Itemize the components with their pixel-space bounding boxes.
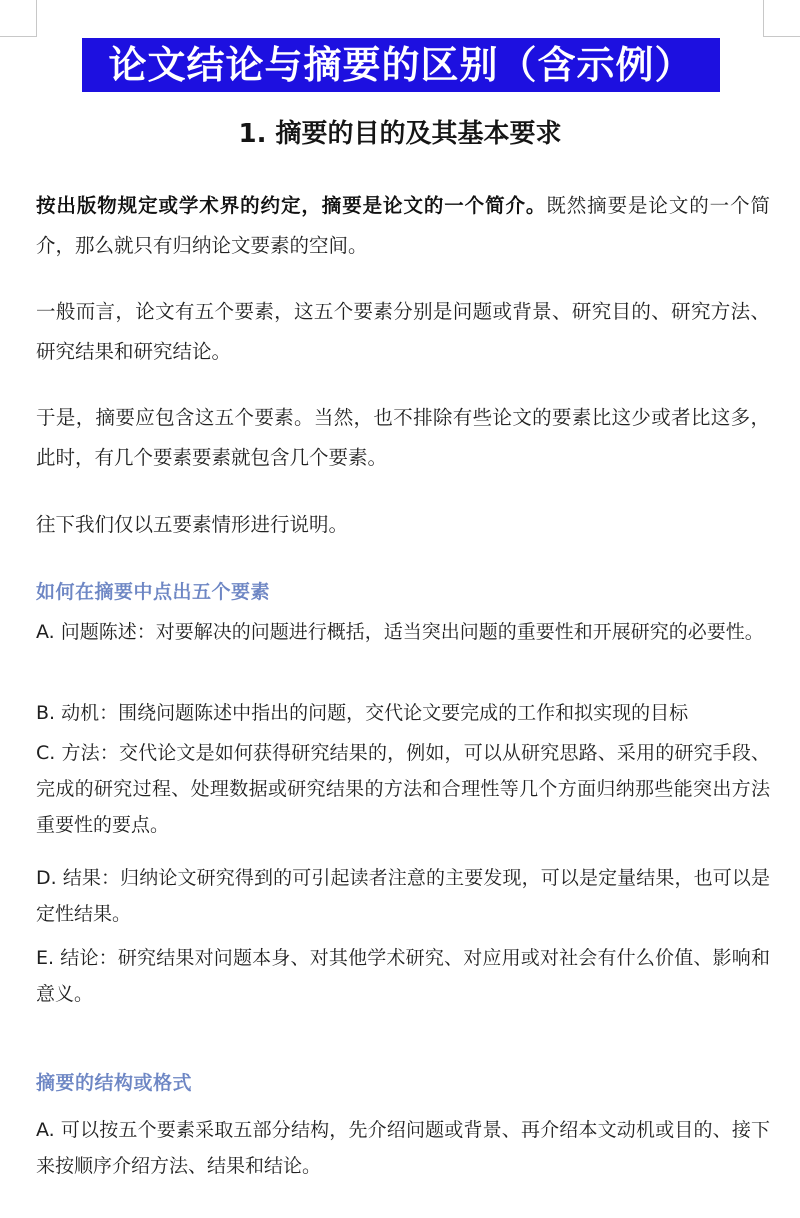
paragraph-elements: 一般而言，论文有五个要素，这五个要素分别是问题或背景、研究目的、研究方法、研究结果和研究结论。 [36,300,770,363]
list-item-conclusion: E. 结论：研究结果对问题本身、对其他学术研究、对应用或对社会有什么价值、影响和意义。 [36,947,770,1005]
list-item-structure-a: A. 可以按五个要素采取五部分结构，先介绍问题或背景、再介绍本文动机或目的、接下来按顺序介绍方法、结果和结论。 [36,1119,770,1177]
intro-bold-text: 按出版物规定或学术界的约定，摘要是论文的一个简介。 [36,194,547,217]
intro-rest-text: 既然摘要是论文的一个简介，那么就只有归纳论文要素的空间。 [36,194,770,257]
subheading-structure: 摘要的结构或格式 [36,1072,193,1094]
corner-mark-top-right [763,0,800,37]
paragraph-five-elements-note: 往下我们仅以五要素情形进行说明。 [36,513,349,536]
list-item-method: C. 方法：交代论文是如何获得研究结果的，例如，可以从研究思路、采用的研究手段、完成的研究过程、处理数据或研究结果的方法和合理性等几个方面归纳那些能突出方法重要性的要点。 [36,742,770,836]
list-item-motivation: B. 动机：围绕问题陈述中指出的问题，交代论文要完成的工作和拟实现的目标 [36,702,689,724]
corner-mark-top-left [0,0,37,37]
list-item-problem: A. 问题陈述：对要解决的问题进行概括，适当突出问题的重要性和开展研究的必要性。 [36,621,764,643]
intro-paragraph [36,186,770,266]
document-title: 论文结论与摘要的区别（含示例） [82,38,720,92]
paragraph-abstract-elements: 于是，摘要应包含这五个要素。当然，也不排除有些论文的要素比这少或者比这多，此时，有几个要素要素就包含几个要素。 [36,406,770,469]
list-item-result: D. 结果：归纳论文研究得到的可引起读者注意的主要发现，可以是定量结果，也可以是定性结果。 [36,867,770,925]
section-heading: 1. 摘要的目的及其基本要求 [238,119,562,149]
subheading-five-elements: 如何在摘要中点出五个要素 [36,581,271,603]
